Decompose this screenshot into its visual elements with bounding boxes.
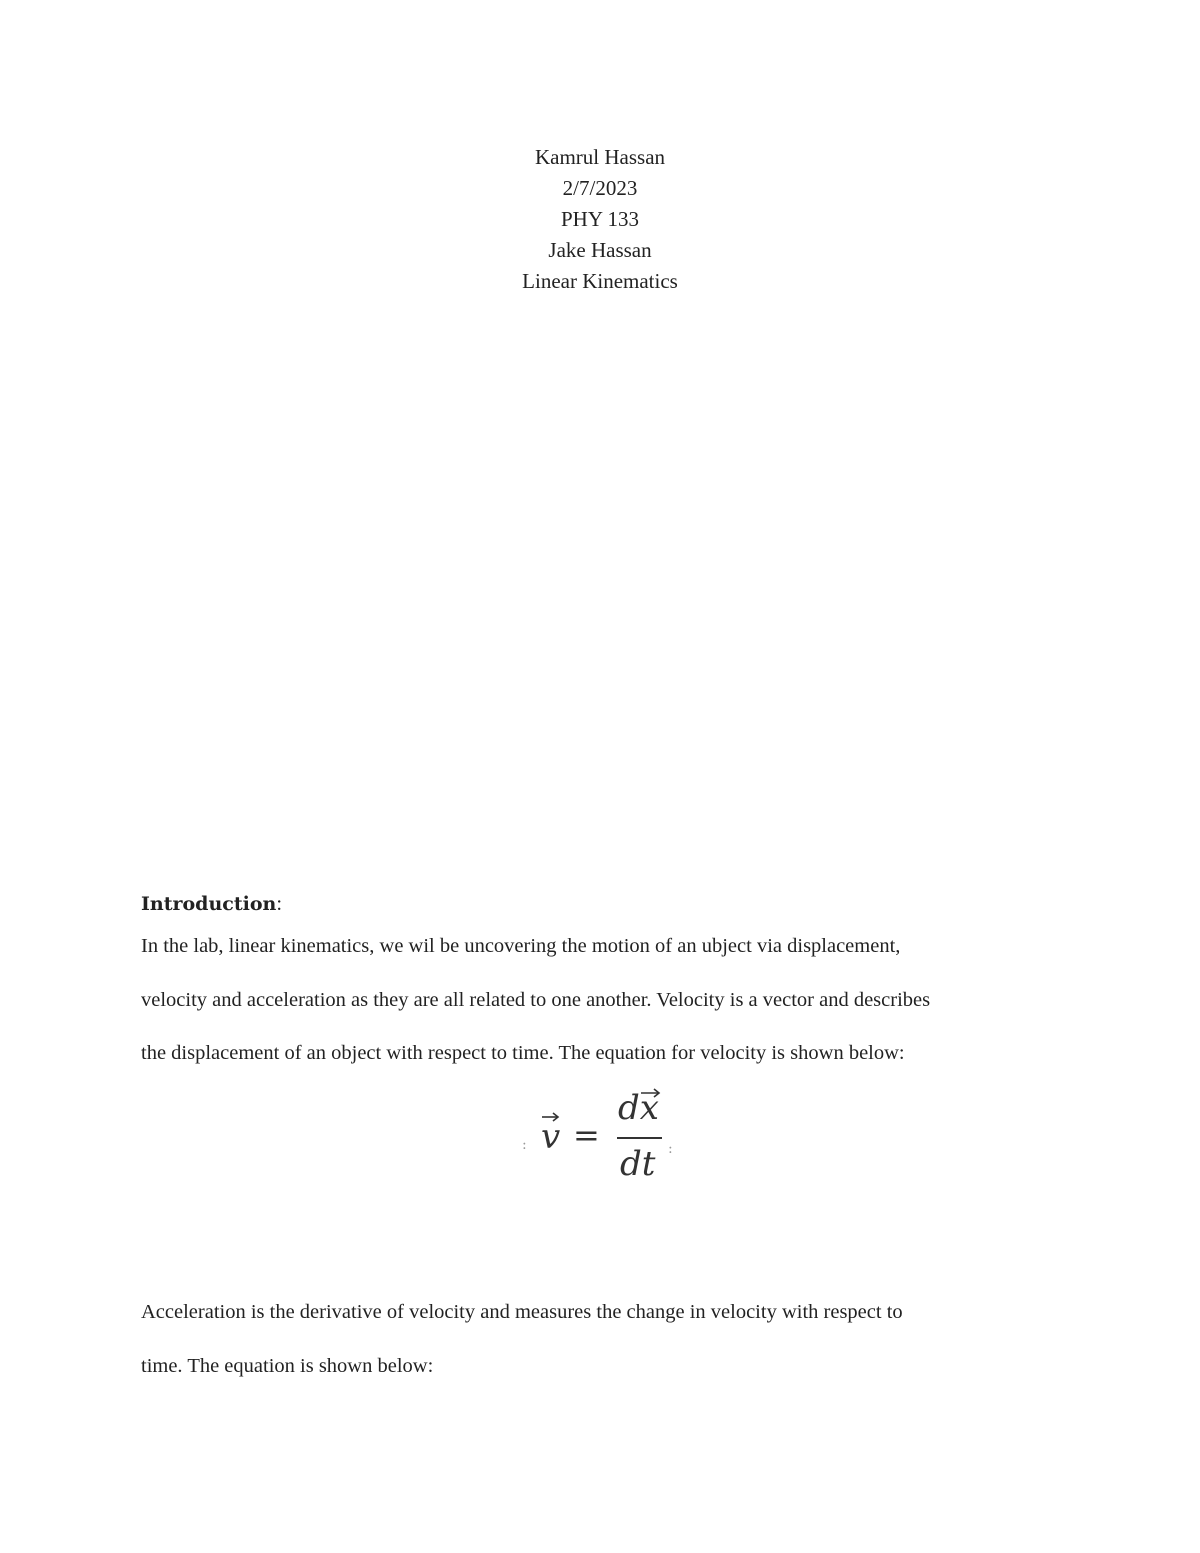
- paragraph-line: Acceleration is the derivative of velocity and measures the change in velocity with respect to: [141, 1301, 903, 1323]
- equation-denominator: dt: [620, 1144, 656, 1184]
- introduction-paragraph-2: [141, 1286, 1071, 1393]
- equation-trail-mark: :: [668, 1141, 673, 1157]
- author-name: Kamrul Hassan: [534, 145, 666, 169]
- paragraph-line: the displacement of an object with respect to time. The equation for velocity is shown below:: [141, 1042, 905, 1064]
- paragraph-line: velocity and acceleration as they are all related to one another. Velocity is a vector and describes: [141, 988, 931, 1011]
- introduction-paragraph-1: [141, 920, 1071, 1081]
- report-date: 2/7/2023: [562, 176, 638, 200]
- paragraph-line: In the lab, linear kinematics, we wil be uncovering the motion of an ubject via displacement,: [141, 935, 901, 957]
- equation-lead-mark: :: [522, 1137, 527, 1153]
- course-code: PHY 133: [561, 207, 639, 231]
- introduction-heading: [141, 890, 1071, 918]
- introduction-heading-text: Introduction: [141, 893, 277, 915]
- title-block: [0, 142, 1200, 297]
- equation-lhs-v: v: [541, 1117, 561, 1157]
- equation-numerator: dx: [618, 1088, 659, 1128]
- equation-equals: =: [573, 1116, 600, 1154]
- report-title: Linear Kinematics: [522, 269, 678, 293]
- paragraph-line: time. The equation is shown below:: [141, 1354, 434, 1377]
- velocity-equation: [500, 1083, 700, 1193]
- instructor-name: Jake Hassan: [548, 238, 652, 262]
- introduction-heading-colon: :: [276, 893, 283, 915]
